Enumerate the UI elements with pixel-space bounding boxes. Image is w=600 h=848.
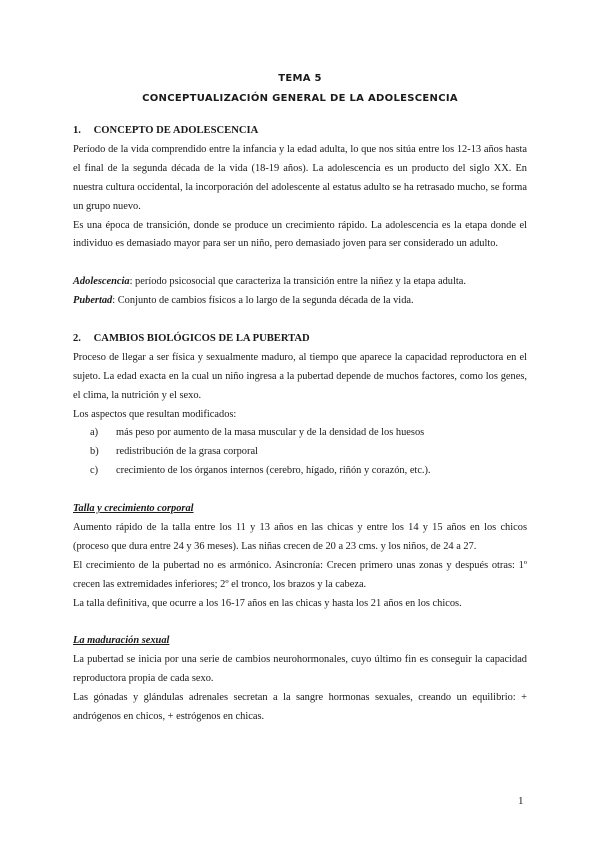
definition-adolescencia [73,273,527,292]
maduracion-paragraph-2: Las gónadas y glándulas adrenales secretan a la sangre hormonas sexuales, creando un equilibrio: + andrógenos en chicos, + estrógenos en chicas. [73,692,527,723]
section-2-paragraph-1: Proceso de llegar a ser física y sexualmente maduro, al tiempo que aparece la capacidad reproductora en el sujeto. La edad exacta en la cual un niño ingresa a la pubertad depende de muchos factores, como los genes, el clima, la nutrición y el sexo. [73,351,527,401]
list-item: a) más peso por aumento de la masa muscular y de la densidad de los huesos [90,427,425,439]
section-2-title: CAMBIOS BIOLÓGICOS DE LA PUBERTAD [93,332,310,344]
definition-text-adolescencia: : período psicosocial que caracteriza la transición entre la niñez y la etapa adulta. [129,276,466,288]
talla-paragraph-1: Aumento rápido de la talla entre los 11 y 13 años en las chicas y entre los 14 y 15 años en los chicos (proceso que dura entre 24 y 36 meses). Las niñas crecen de 20 a 23 cms. y los niños, de 24 a 27. [73,521,527,552]
page-number: 1 [518,795,524,807]
talla-heading: Talla y crecimiento corporal [73,503,194,515]
section-1-heading [73,122,527,141]
section-1-paragraph-1: Período de la vida comprendido entre la infancia y la edad adulta, lo que nos sitúa entre los 12-13 años hasta el final de la segunda década de la vida (18-19 años). La adolescencia es un producto del siglo XX. En nuestra cultura occidental, la incorporación del adolescente al estatus adulto se ha retrasado mucho, se forma un grupo nuevo. [73,143,527,212]
section-1-title: CONCEPTO DE ADOLESCENCIA [93,125,259,136]
section-1-paragraph-2: Es una época de transición, donde se produce un crecimiento rápido. La adolescencia es la etapa donde el individuo es demasiado mayor para ser un niño, pero demasiado joven para ser considerado un adulto. [73,219,527,250]
modified-aspects-list [73,424,527,481]
definition-term-pubertad: Pubertad [73,295,113,307]
maduracion-heading: La maduración sexual [73,635,170,647]
section-2-paragraph-2: Los aspectos que resultan modificados: [73,408,237,420]
document-body [73,122,527,727]
talla-paragraph-2: El crecimiento de la pubertad no es armónico. Asincronía: Crecen primero unas zonas y después otras: 1º crecen las extremidades inferiores; 2º el tronco, los brazos y la cabeza. [73,559,527,590]
document-title: CONCEPTUALIZACIÓN GENERAL DE LA ADOLESCENCIA [142,93,458,104]
definition-term-adolescencia: Adolescencia [73,276,130,288]
list-item: c) crecimiento de los órganos internos (cerebro, hígado, riñón y corazón, etc.). [90,465,431,477]
list-item: b) redistribución de la grasa corporal [90,446,258,458]
section-1-number: 1. [73,125,81,136]
definition-text-pubertad: : Conjunto de cambios físicos a lo largo de la segunda década de la vida. [112,295,414,307]
maduracion-paragraph-1: La pubertad se inicia por una serie de cambios neurohormonales, cuyo último fin es conseguir la capacidad reproductora propia de cada sexo. [73,654,527,685]
talla-paragraph-3: La talla definitiva, que ocurre a los 16-17 años en las chicas y hasta los 21 años en los chicos. [73,597,462,609]
definition-pubertad [73,292,527,311]
section-2-number: 2. [73,332,81,344]
section-2-heading [73,330,527,349]
document-topic: TEMA 5 [278,73,322,84]
